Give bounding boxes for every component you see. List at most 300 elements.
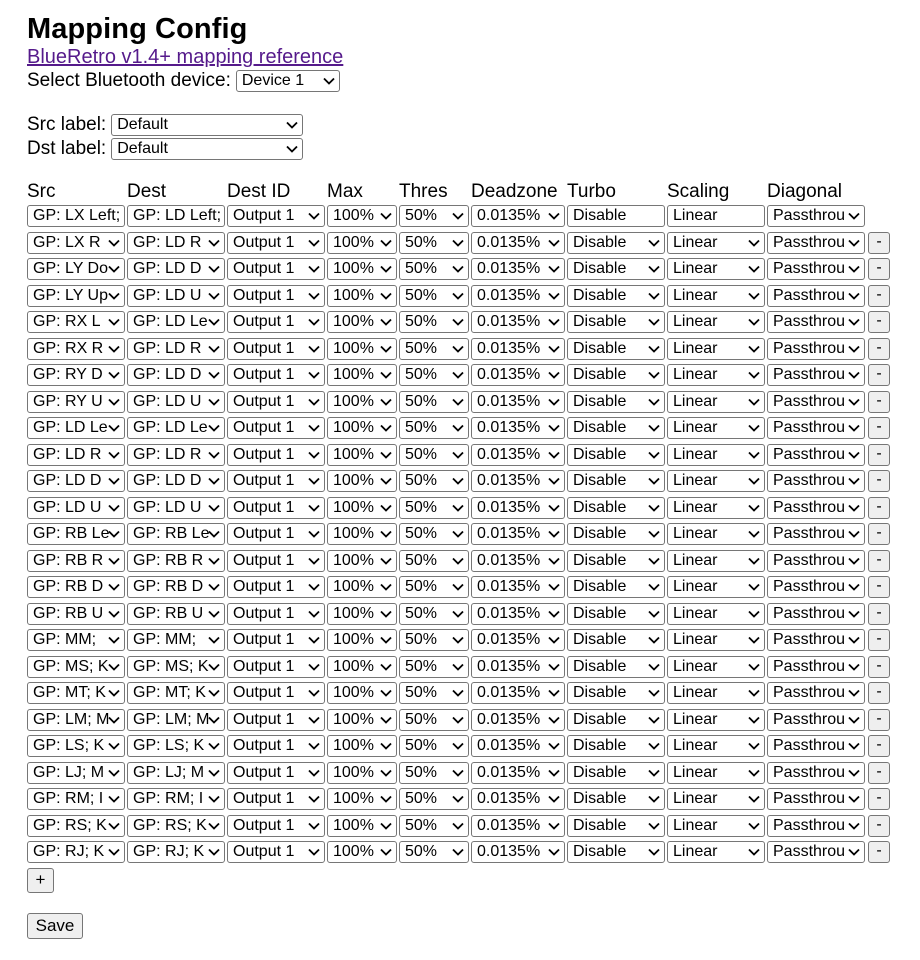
scaling-select[interactable] (667, 709, 765, 731)
diagonal-select[interactable] (767, 444, 865, 466)
scaling-select[interactable] (667, 285, 765, 307)
turbo-select[interactable] (567, 364, 665, 386)
table-row (27, 680, 920, 707)
src-select[interactable] (27, 391, 125, 413)
max-select[interactable] (327, 656, 397, 678)
turbo-select[interactable] (567, 656, 665, 678)
diagonal-select[interactable] (767, 497, 865, 519)
thres-select[interactable] (399, 603, 469, 625)
src-select[interactable] (27, 709, 125, 731)
max-select[interactable] (327, 815, 397, 837)
chevron-down-icon (107, 365, 121, 385)
dest-id-select[interactable] (227, 735, 325, 757)
scaling-select[interactable] (667, 682, 765, 704)
dest-id-select[interactable] (227, 656, 325, 678)
thres-select[interactable] (399, 338, 469, 360)
dest-select[interactable] (127, 576, 225, 598)
max-select[interactable] (327, 232, 397, 254)
table-row (27, 256, 920, 283)
turbo-select[interactable] (567, 682, 665, 704)
max-select[interactable] (327, 603, 397, 625)
mapping-reference-link[interactable]: BlueRetro v1.4+ mapping reference (27, 46, 344, 68)
remove-row-button[interactable]: - (868, 709, 890, 731)
thres-select[interactable] (399, 391, 469, 413)
scaling-select[interactable] (667, 470, 765, 492)
turbo-select[interactable] (567, 576, 665, 598)
dst-label-row (27, 137, 920, 161)
scaling-select-value: Linear (673, 392, 718, 410)
diagonal-select[interactable] (767, 603, 865, 625)
max-select[interactable] (327, 497, 397, 519)
deadzone-select[interactable] (471, 629, 565, 651)
src-select-value: GP: RX L (33, 313, 101, 331)
dest-select[interactable] (127, 762, 225, 784)
remove-row-button[interactable]: - (868, 391, 890, 413)
turbo-select[interactable] (567, 338, 665, 360)
remove-row-button[interactable]: - (868, 788, 890, 810)
deadzone-select-value: 0.0135% (477, 684, 541, 702)
diagonal-select[interactable] (767, 338, 865, 360)
turbo-select-value: Disable (573, 816, 627, 834)
thres-select[interactable] (399, 285, 469, 307)
remove-row-button[interactable]: - (868, 285, 890, 307)
diagonal-select[interactable] (767, 735, 865, 757)
dest-id-select[interactable] (227, 444, 325, 466)
diagonal-select[interactable] (767, 523, 865, 545)
diagonal-select[interactable] (767, 709, 865, 731)
deadzone-select[interactable] (471, 364, 565, 386)
src-select[interactable] (27, 470, 125, 492)
turbo-select[interactable] (567, 788, 665, 810)
max-select[interactable] (327, 788, 397, 810)
deadzone-select[interactable] (471, 576, 565, 598)
dest-select[interactable] (127, 841, 225, 863)
chevron-down-icon (379, 604, 393, 624)
diagonal-select[interactable] (767, 417, 865, 439)
thres-select[interactable] (399, 232, 469, 254)
deadzone-select[interactable] (471, 417, 565, 439)
dest-id-select[interactable] (227, 576, 325, 598)
src-select[interactable] (27, 258, 125, 280)
turbo-select[interactable] (567, 444, 665, 466)
turbo-select[interactable] (567, 391, 665, 413)
dest-select[interactable] (127, 444, 225, 466)
dest-select[interactable] (127, 682, 225, 704)
max-select[interactable] (327, 391, 397, 413)
chevron-down-icon (107, 259, 121, 279)
diagonal-select[interactable] (767, 815, 865, 837)
diagonal-select[interactable] (767, 470, 865, 492)
max-select[interactable] (327, 258, 397, 280)
dest-select[interactable] (127, 709, 225, 731)
deadzone-select[interactable] (471, 497, 565, 519)
scaling-select[interactable] (667, 762, 765, 784)
deadzone-select[interactable] (471, 709, 565, 731)
diagonal-select[interactable] (767, 258, 865, 280)
thres-select[interactable] (399, 311, 469, 333)
dest-select[interactable] (127, 629, 225, 651)
max-select[interactable] (327, 550, 397, 572)
thres-select[interactable] (399, 735, 469, 757)
deadzone-select[interactable] (471, 656, 565, 678)
scaling-select-value: Linear (673, 313, 718, 331)
src-select[interactable] (27, 550, 125, 572)
dest-id-select-value: Output 1 (233, 604, 295, 622)
src-select[interactable] (27, 576, 125, 598)
scaling-select[interactable] (667, 656, 765, 678)
max-select[interactable] (327, 338, 397, 360)
src-select[interactable] (27, 364, 125, 386)
dest-id-select[interactable] (227, 364, 325, 386)
remove-row-button[interactable]: - (868, 550, 890, 572)
thres-select[interactable] (399, 762, 469, 784)
diagonal-select[interactable] (767, 232, 865, 254)
dest-select[interactable] (127, 205, 225, 227)
src-select[interactable] (27, 788, 125, 810)
remove-row-button[interactable]: - (868, 576, 890, 598)
thres-select[interactable] (399, 364, 469, 386)
diagonal-select[interactable] (767, 629, 865, 651)
max-select[interactable] (327, 417, 397, 439)
device-select-value: Device 1 (241, 72, 305, 89)
turbo-select[interactable] (567, 232, 665, 254)
remove-row-button[interactable]: - (868, 656, 890, 678)
max-select[interactable] (327, 841, 397, 863)
turbo-select[interactable] (567, 841, 665, 863)
dest-select[interactable] (127, 788, 225, 810)
diagonal-select[interactable] (767, 576, 865, 598)
turbo-select[interactable] (567, 603, 665, 625)
max-select[interactable] (327, 762, 397, 784)
chevron-down-icon (847, 312, 861, 332)
chevron-down-icon (307, 763, 321, 783)
deadzone-select[interactable] (471, 311, 565, 333)
deadzone-select[interactable] (471, 735, 565, 757)
dest-id-select[interactable] (227, 841, 325, 863)
chevron-down-icon (207, 233, 221, 253)
src-select[interactable] (27, 815, 125, 837)
scaling-select[interactable] (667, 391, 765, 413)
chevron-down-icon (547, 206, 561, 226)
turbo-select[interactable] (567, 311, 665, 333)
dest-id-select[interactable] (227, 603, 325, 625)
diagonal-select[interactable] (767, 205, 865, 227)
dest-id-select[interactable] (227, 788, 325, 810)
remove-row-button[interactable]: - (868, 470, 890, 492)
dest-select[interactable] (127, 656, 225, 678)
max-select[interactable] (327, 444, 397, 466)
turbo-select[interactable] (567, 815, 665, 837)
chevron-down-icon (451, 604, 465, 624)
turbo-select[interactable] (567, 285, 665, 307)
chevron-down-icon (547, 259, 561, 279)
chevron-down-icon (547, 392, 561, 412)
dest-select[interactable] (127, 497, 225, 519)
src-select[interactable] (27, 444, 125, 466)
max-select[interactable] (327, 629, 397, 651)
remove-row-button[interactable]: - (868, 444, 890, 466)
remove-row-button[interactable]: - (868, 497, 890, 519)
src-label-select[interactable] (111, 114, 303, 136)
src-select[interactable] (27, 285, 125, 307)
turbo-select[interactable] (567, 523, 665, 545)
dest-select[interactable] (127, 338, 225, 360)
diagonal-select[interactable] (767, 550, 865, 572)
turbo-select[interactable] (567, 417, 665, 439)
scaling-select[interactable] (667, 497, 765, 519)
remove-row-button[interactable]: - (868, 603, 890, 625)
remove-row-button[interactable]: - (868, 841, 890, 863)
dest-id-select[interactable] (227, 311, 325, 333)
scaling-select[interactable] (667, 841, 765, 863)
chevron-down-icon (747, 736, 761, 756)
scaling-select[interactable] (667, 629, 765, 651)
dest-id-select[interactable] (227, 232, 325, 254)
deadzone-select[interactable] (471, 205, 565, 227)
diagonal-select[interactable] (767, 762, 865, 784)
thres-select[interactable] (399, 815, 469, 837)
dest-select[interactable] (127, 232, 225, 254)
chevron-down-icon (647, 312, 661, 332)
src-select[interactable] (27, 841, 125, 863)
deadzone-select[interactable] (471, 391, 565, 413)
remove-row-button[interactable]: - (868, 311, 890, 333)
thres-select[interactable] (399, 550, 469, 572)
thres-select[interactable] (399, 417, 469, 439)
thres-select[interactable] (399, 258, 469, 280)
max-select[interactable] (327, 523, 397, 545)
deadzone-select[interactable] (471, 470, 565, 492)
deadzone-select[interactable] (471, 523, 565, 545)
deadzone-select[interactable] (471, 788, 565, 810)
dest-id-select[interactable] (227, 550, 325, 572)
max-select[interactable] (327, 576, 397, 598)
scaling-select[interactable] (667, 232, 765, 254)
diagonal-select[interactable] (767, 311, 865, 333)
dest-select[interactable] (127, 311, 225, 333)
src-select[interactable] (27, 762, 125, 784)
src-select[interactable] (27, 603, 125, 625)
dest-id-select[interactable] (227, 391, 325, 413)
remove-row-button[interactable]: - (868, 232, 890, 254)
dest-id-select[interactable] (227, 205, 325, 227)
turbo-select-value: Disable (573, 710, 627, 728)
remove-row-button[interactable]: - (868, 364, 890, 386)
turbo-select[interactable] (567, 205, 665, 227)
dest-select[interactable] (127, 603, 225, 625)
src-select-value: GP: RS; K (33, 816, 107, 834)
add-row-button[interactable]: + (27, 868, 54, 893)
deadzone-select-value: 0.0135% (477, 710, 541, 728)
thres-select[interactable] (399, 523, 469, 545)
dest-id-select[interactable] (227, 258, 325, 280)
deadzone-select[interactable] (471, 550, 565, 572)
max-select[interactable] (327, 364, 397, 386)
chevron-down-icon (747, 365, 761, 385)
remove-row-button[interactable]: - (868, 682, 890, 704)
dest-select[interactable] (127, 523, 225, 545)
thres-select[interactable] (399, 788, 469, 810)
dest-select[interactable] (127, 735, 225, 757)
remove-row-button[interactable]: - (868, 815, 890, 837)
max-select-value: 100% (333, 313, 374, 331)
thres-select[interactable] (399, 656, 469, 678)
src-select[interactable] (27, 735, 125, 757)
thres-select[interactable] (399, 841, 469, 863)
chevron-down-icon (647, 339, 661, 359)
src-select[interactable] (27, 629, 125, 651)
turbo-select[interactable] (567, 258, 665, 280)
max-select[interactable] (327, 311, 397, 333)
deadzone-select[interactable] (471, 285, 565, 307)
table-row (27, 707, 920, 734)
remove-row-button[interactable]: - (868, 258, 890, 280)
dest-id-select[interactable] (227, 682, 325, 704)
remove-row-button[interactable]: - (868, 735, 890, 757)
thres-select[interactable] (399, 497, 469, 519)
scaling-select[interactable] (667, 444, 765, 466)
turbo-select[interactable] (567, 470, 665, 492)
remove-row-button[interactable]: - (868, 762, 890, 784)
chevron-down-icon (307, 524, 321, 544)
thres-select-value: 50% (405, 366, 438, 384)
max-select[interactable] (327, 470, 397, 492)
scaling-select[interactable] (667, 417, 765, 439)
scaling-select-value: Linear (673, 710, 718, 728)
scaling-select[interactable] (667, 311, 765, 333)
deadzone-select[interactable] (471, 815, 565, 837)
dest-id-select[interactable] (227, 709, 325, 731)
scaling-select[interactable] (667, 523, 765, 545)
remove-row-button[interactable]: - (868, 338, 890, 360)
thres-select[interactable] (399, 205, 469, 227)
chevron-down-icon (107, 842, 121, 862)
dest-select[interactable] (127, 550, 225, 572)
turbo-select[interactable] (567, 735, 665, 757)
max-select[interactable] (327, 682, 397, 704)
deadzone-select[interactable] (471, 603, 565, 625)
chevron-down-icon (379, 286, 393, 306)
diagonal-select[interactable] (767, 788, 865, 810)
dest-select-value: GP: RB R (133, 551, 204, 569)
max-select[interactable] (327, 735, 397, 757)
dest-select[interactable] (127, 285, 225, 307)
max-select[interactable] (327, 285, 397, 307)
src-select[interactable] (27, 417, 125, 439)
deadzone-select[interactable] (471, 841, 565, 863)
scaling-select[interactable] (667, 364, 765, 386)
turbo-select[interactable] (567, 629, 665, 651)
dest-id-select[interactable] (227, 285, 325, 307)
max-select[interactable] (327, 205, 397, 227)
dest-id-select-value: Output 1 (233, 816, 295, 834)
scaling-select-value: Linear (673, 366, 718, 384)
thres-select[interactable] (399, 444, 469, 466)
diagonal-select[interactable] (767, 285, 865, 307)
remove-row-button[interactable]: - (868, 629, 890, 651)
turbo-select[interactable] (567, 550, 665, 572)
dest-select[interactable] (127, 391, 225, 413)
turbo-select[interactable] (567, 497, 665, 519)
dest-id-select[interactable] (227, 417, 325, 439)
deadzone-select[interactable] (471, 762, 565, 784)
save-button[interactable]: Save (27, 913, 83, 939)
dst-label-select[interactable] (111, 138, 303, 160)
src-select[interactable] (27, 497, 125, 519)
dest-select[interactable] (127, 470, 225, 492)
diagonal-select[interactable] (767, 656, 865, 678)
dest-id-select[interactable] (227, 338, 325, 360)
src-select[interactable] (27, 311, 125, 333)
scaling-select[interactable] (667, 576, 765, 598)
chevron-down-icon (379, 657, 393, 677)
scaling-select[interactable] (667, 338, 765, 360)
scaling-select[interactable] (667, 735, 765, 757)
device-select[interactable] (236, 70, 340, 92)
remove-row-button[interactable]: - (868, 417, 890, 439)
dest-id-select[interactable] (227, 762, 325, 784)
deadzone-select[interactable] (471, 682, 565, 704)
thres-select[interactable] (399, 709, 469, 731)
scaling-select[interactable] (667, 205, 765, 227)
dest-id-select-value: Output 1 (233, 737, 295, 755)
thres-select-value: 50% (405, 631, 438, 649)
src-select[interactable] (27, 523, 125, 545)
src-select[interactable] (27, 338, 125, 360)
scaling-select[interactable] (667, 815, 765, 837)
dest-id-select[interactable] (227, 815, 325, 837)
thres-select[interactable] (399, 629, 469, 651)
scaling-select[interactable] (667, 258, 765, 280)
diagonal-select[interactable] (767, 682, 865, 704)
dest-select[interactable] (127, 258, 225, 280)
deadzone-select[interactable] (471, 258, 565, 280)
turbo-select[interactable] (567, 762, 665, 784)
chevron-down-icon (547, 339, 561, 359)
dest-select[interactable] (127, 417, 225, 439)
deadzone-select[interactable] (471, 232, 565, 254)
src-select[interactable] (27, 656, 125, 678)
chevron-down-icon (847, 551, 861, 571)
column-header-diagonal: Diagonal (767, 181, 842, 202)
diagonal-select[interactable] (767, 841, 865, 863)
dest-id-select[interactable] (227, 629, 325, 651)
src-select[interactable] (27, 682, 125, 704)
src-select[interactable] (27, 232, 125, 254)
table-header (27, 179, 920, 203)
dest-id-select[interactable] (227, 497, 325, 519)
thres-select[interactable] (399, 682, 469, 704)
deadzone-select[interactable] (471, 338, 565, 360)
diagonal-select[interactable] (767, 364, 865, 386)
thres-select[interactable] (399, 576, 469, 598)
scaling-select[interactable] (667, 603, 765, 625)
dest-select[interactable] (127, 364, 225, 386)
scaling-select[interactable] (667, 788, 765, 810)
dest-id-select[interactable] (227, 470, 325, 492)
chevron-down-icon (747, 392, 761, 412)
thres-select[interactable] (399, 470, 469, 492)
deadzone-select[interactable] (471, 444, 565, 466)
dest-select[interactable] (127, 815, 225, 837)
max-select[interactable] (327, 709, 397, 731)
scaling-select[interactable] (667, 550, 765, 572)
remove-row-button[interactable]: - (868, 523, 890, 545)
diagonal-select[interactable] (767, 391, 865, 413)
dest-id-select[interactable] (227, 523, 325, 545)
src-select[interactable] (27, 205, 125, 227)
turbo-select[interactable] (567, 709, 665, 731)
